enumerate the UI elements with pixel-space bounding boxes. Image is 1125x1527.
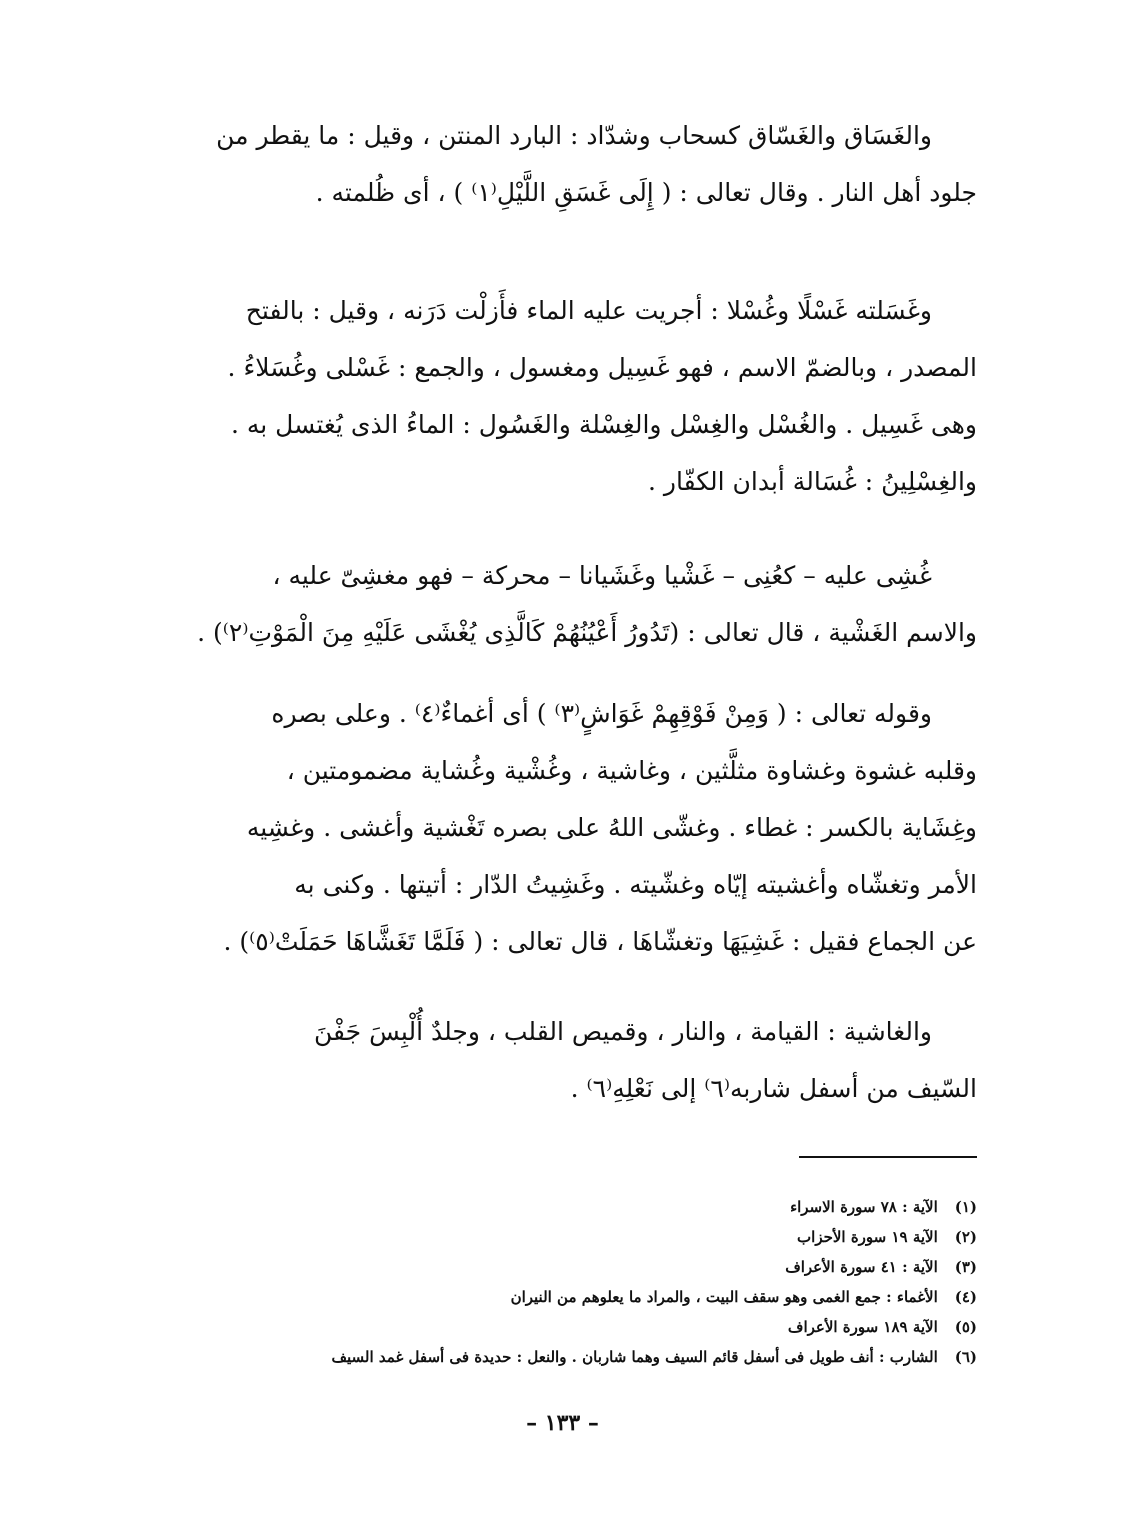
paragraph-5 xyxy=(112,1003,977,1117)
paragraph-3 xyxy=(112,547,977,661)
footnote-number: (٦) xyxy=(954,1348,977,1366)
footnote-text: الآية : ٧٨ سورة الاسراء xyxy=(790,1198,938,1216)
footnote-text: الآية ١٨٩ سورة الأعراف xyxy=(787,1318,938,1336)
text-line: وهى غَسِيل . والغُسْل والغِسْل والغِسْلة والغَسُول : الماءُ الذى يُغتسل به . xyxy=(230,410,977,439)
text-line: وغَسَلته غَسْلًا وغُسْلا : أجريت عليه الماء فأَزلْت دَرَنه ، وقيل : بالفتح xyxy=(245,296,932,325)
footnote-item xyxy=(147,1192,977,1222)
text-line: غُشِى عليه – كعُنِى – غَشْيا وغَشَيانا – محركة – فهو مغشِىّ عليه ، xyxy=(272,561,932,590)
footnote-item xyxy=(147,1252,977,1282)
text-line: وقوله تعالى : ( وَمِنْ فَوْقِهِمْ غَوَاشٍ⁽٣⁾ ) أى أغماءٌ⁽٤⁾ . وعلى بصره xyxy=(271,699,932,728)
footnote-number: (١) xyxy=(954,1198,977,1216)
footnote-text: الآية : ٤١ سورة الأعراف xyxy=(785,1258,938,1276)
footnote-item xyxy=(147,1222,977,1252)
footnote-number: (٤) xyxy=(954,1288,977,1306)
footnote-item xyxy=(147,1282,977,1312)
paragraph-2 xyxy=(112,282,977,510)
text-line: عن الجماع فقيل : غَشِيَهَا وتغشّاهَا ، قال تعالى : ( فَلَمَّا تَغَشَّاهَا حَمَلَتْ⁽٥⁾) . xyxy=(223,927,977,956)
footnote-text: الشارب : أنف طويل فى أسفل قائم السيف وهما شاربان . والنعل : حديدة فى أسفل غمد السيف xyxy=(331,1348,938,1366)
text-line: جلود أهل النار . وقال تعالى : ( إِلَى غَسَقِ اللَّيْلِ⁽١⁾ ) ، أى ظُلمته . xyxy=(315,178,977,207)
footnotes xyxy=(147,1192,977,1372)
text-line: السّيف من أسفل شاربه⁽٦⁾ إلى نَعْلِهِ⁽٦⁾ . xyxy=(570,1074,977,1103)
text-line: والاسم الغَشْية ، قال تعالى : (تَدُورُ أَعْيُنُهُمْ كَالَّذِى يُغْشَى عَلَيْهِ مِنَ الْمَوْتِ⁽٢⁾) . xyxy=(197,618,977,647)
footnote-text: الآية ١٩ سورة الأحزاب xyxy=(797,1228,938,1246)
footnote-item xyxy=(147,1342,977,1372)
footnote-divider xyxy=(799,1156,977,1158)
text-line: الأمر وتغشّاه وأغشيته إيّاه وغشّيته . وغَشِيتُ الدّار : أتيتها . وكنى به xyxy=(294,870,977,899)
footnote-number: (٥) xyxy=(954,1318,977,1336)
footnote-text: الأغماء : جمع الغمى وهو سقف البيت ، والمراد ما يعلوهم من النيران xyxy=(510,1288,938,1306)
text-line: المصدر ، وبالضمّ الاسم ، فهو غَسِيل ومغسول ، والجمع : غَسْلى وغُسَلاءُ . xyxy=(227,353,977,382)
paragraph-1 xyxy=(112,107,977,221)
text-line: وقلبه غشوة وغشاوة مثلَّثين ، وغاشية ، وغُشْية وغُشاية مضمومتين ، xyxy=(286,756,977,785)
footnote-number: (٣) xyxy=(954,1258,977,1276)
footnote-item xyxy=(147,1312,977,1342)
text-line: والغِسْلِينُ : غُسَالة أبدان الكفّار . xyxy=(647,467,977,496)
text-line: وغِشَاية بالكسر : غطاء . وغشّى اللهُ على بصره تَغْشية وأغشى . وغشِيه xyxy=(246,813,977,842)
text-line: والغاشية : القيامة ، والنار ، وقميص القلب ، وجلدٌ أُلْبِسَ جَفْنَ xyxy=(313,1017,932,1046)
footnote-number: (٢) xyxy=(954,1228,977,1246)
paragraph-4 xyxy=(112,685,977,970)
page-number: – ١٣٣ – xyxy=(526,1410,599,1436)
text-line: والغَسَاق والغَسّاق كسحاب وشدّاد : البارد المنتن ، وقيل : ما يقطر من xyxy=(216,121,932,150)
